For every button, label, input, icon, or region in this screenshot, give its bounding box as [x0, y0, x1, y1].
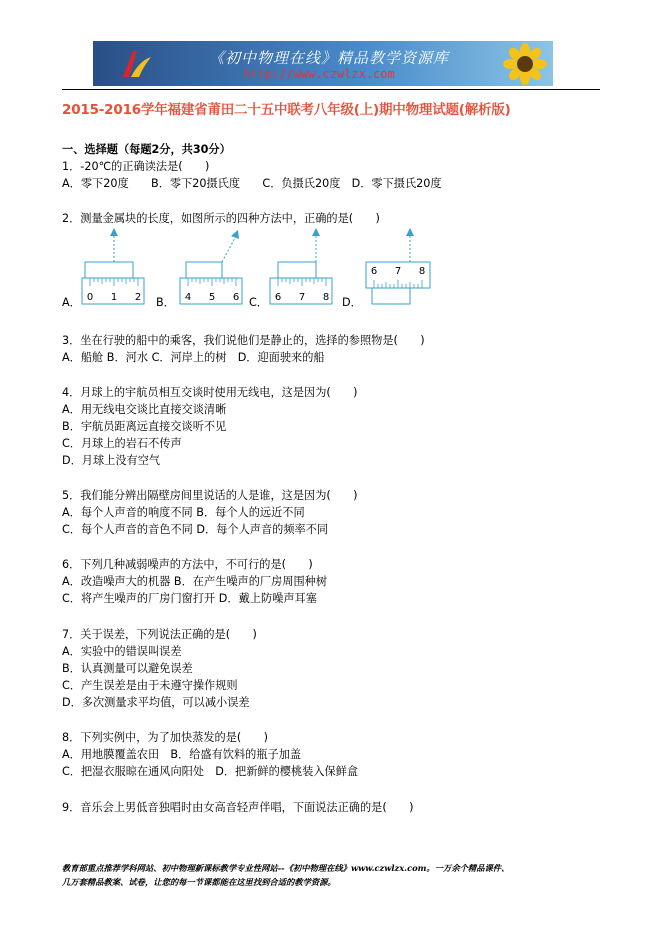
- figure-label-b: B．: [156, 296, 175, 309]
- tick-label: 6: [274, 292, 282, 303]
- question-5-options-cd: C．每个人声音的音色不同 D．每个人声音的频率不同: [62, 523, 329, 536]
- question-4-option-a: A．用无线电交谈比直接交谈清晰: [62, 403, 227, 416]
- question-6-stem: 6．下列几种减弱噪声的方法中，不可行的是( ): [62, 558, 313, 571]
- question-7-stem: 7．关于误差，下列说法正确的是( ): [62, 628, 257, 641]
- tick-label: 8: [418, 266, 426, 277]
- ruler-figure-b: [178, 226, 248, 308]
- tick-label: 1: [110, 292, 118, 303]
- question-1-options: A．零下20度 B．零下20摄氏度 C．负摄氏20度 D．零下摄氏20度: [62, 177, 442, 190]
- banner-site-name: 《初中物理在线》精品教学资源库: [209, 49, 450, 67]
- question-6-options-ab: A．改造噪声大的机器 B．在产生噪声的厂房周围种树: [62, 575, 328, 588]
- sunflower-icon: [503, 43, 547, 85]
- question-4-stem: 4．月球上的宇航员相互交谈时使用无线电，这是因为( ): [62, 386, 358, 399]
- tick-label: 2: [134, 292, 142, 303]
- question-2-stem: 2．测量金属块的长度，如图所示的四种方法中，正确的是( ): [62, 212, 380, 225]
- tick-label: 6: [370, 266, 378, 277]
- question-5-stem: 5．我们能分辨出隔壁房间里说话的人是谁，这是因为( ): [62, 489, 358, 502]
- section-heading: 一、选择题（每题2分，共30分）: [62, 143, 231, 156]
- tick-label: 5: [208, 292, 216, 303]
- header-banner: [93, 41, 553, 86]
- question-3-options: A．船舱 B．河水 C．河岸上的树 D．迎面驶来的船: [62, 351, 325, 364]
- tick-label: 0: [86, 292, 94, 303]
- question-8-options-ab: A．用地膜覆盖农田 B．给盛有饮料的瓶子加盖: [62, 748, 302, 761]
- question-3-stem: 3．坐在行驶的船中的乘客，我们说他们是静止的，选择的参照物是( ): [62, 334, 425, 347]
- tick-label: 8: [322, 292, 330, 303]
- footer-line-2: 几万套精品教案、试卷，让您的每一节课都能在这里找到合适的教学资源。: [62, 877, 336, 887]
- ruler-figure-c: [268, 226, 338, 308]
- figure-label-a: A．: [62, 296, 81, 309]
- question-8-stem: 8．下列实例中，为了加快蒸发的是( ): [62, 731, 269, 744]
- question-1-stem: 1．-20℃的正确读法是( ): [62, 160, 210, 173]
- tick-label: 7: [394, 266, 402, 277]
- question-6-options-cd: C．将产生噪声的厂房门窗打开 D．戴上防噪声耳塞: [62, 592, 317, 605]
- figure-label-d: D．: [342, 296, 362, 309]
- document-title: 2015-2016学年福建省莆田二十五中联考八年级(上)期中物理试题(解析版): [62, 102, 511, 118]
- question-4-option-b: B．宇航员距离远直接交谈听不见: [62, 420, 227, 433]
- question-7-option-d: D．多次测量求平均值，可以减小误差: [62, 696, 250, 709]
- tick-label: 7: [298, 292, 306, 303]
- site-logo-icon: [119, 47, 155, 81]
- header-divider: [62, 89, 600, 90]
- ruler-figure-d: [364, 226, 436, 308]
- question-8-options-cd: C．把湿衣服晾在通风向阳处 D．把新鲜的樱桃装入保鲜盒: [62, 765, 359, 778]
- question-7-option-a: A．实验中的错误叫误差: [62, 645, 182, 658]
- question-5-options-ab: A．每个人声音的响度不同 B．每个人的远近不同: [62, 506, 305, 519]
- tick-label: 4: [184, 292, 192, 303]
- footer-line-1: 教育部重点推荐学科网站、初中物理新课标教学专业性网站--《初中物理在线》www.czwlzx.com。一万余个精品课件、: [62, 863, 510, 873]
- question-4-option-c: C．月球上的岩石不传声: [62, 437, 182, 450]
- tick-label: 6: [232, 292, 240, 303]
- question-7-option-c: C．产生误差是由于未遵守操作规则: [62, 679, 238, 692]
- banner-url[interactable]: http://www.czwlzx.com: [243, 67, 395, 81]
- question-4-option-d: D．月球上没有空气: [62, 454, 161, 467]
- ruler-figure-a: [80, 226, 150, 308]
- figure-label-c: C．: [249, 296, 268, 309]
- question-9-stem: 9．音乐会上男低音独唱时由女高音轻声伴唱，下面说法正确的是( ): [62, 801, 414, 814]
- question-7-option-b: B．认真测量可以避免误差: [62, 662, 193, 675]
